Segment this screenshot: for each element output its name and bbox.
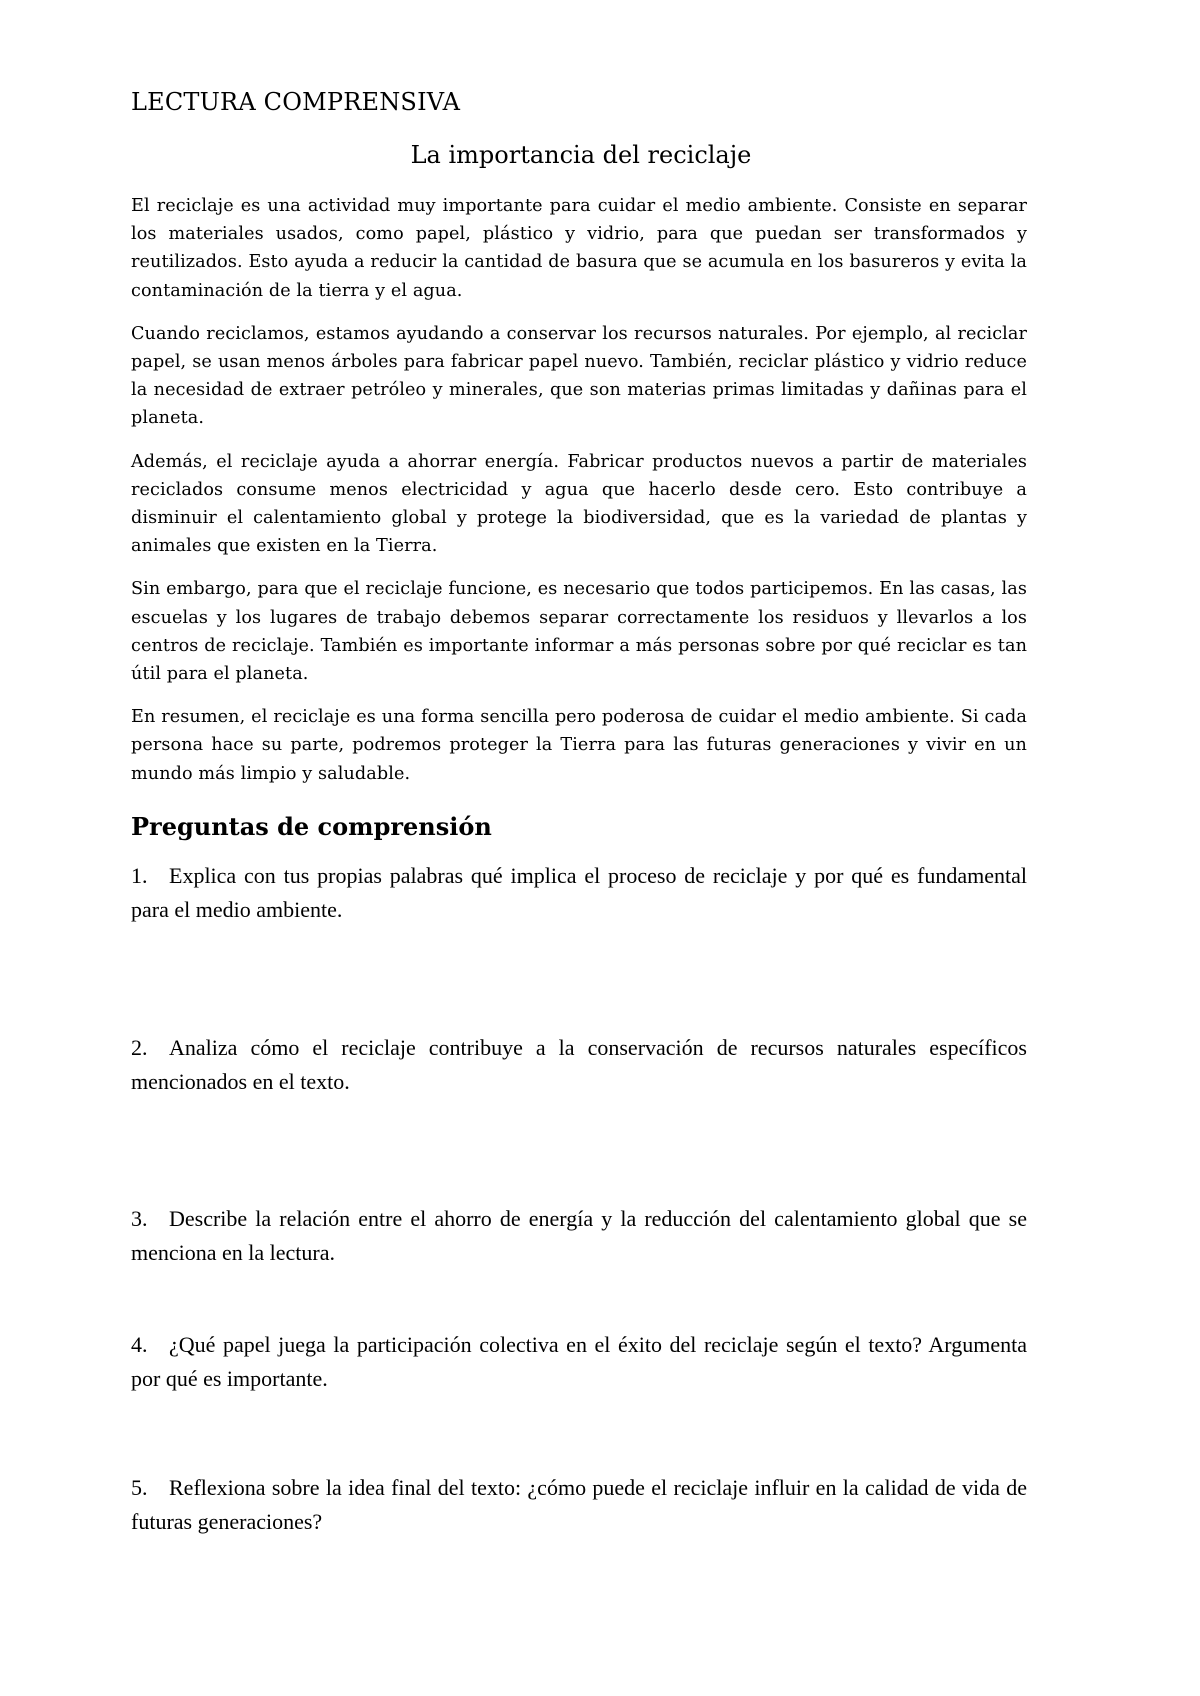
question-item bbox=[131, 1031, 1027, 1099]
question-text: Describe la relación entre el ahorro de energía y la reducción del calentamiento global que se menciona en la lectura. bbox=[131, 1206, 1027, 1265]
reading-paragraph: Además, el reciclaje ayuda a ahorrar energía. Fabricar productos nuevos a partir de materiales reciclados consume menos electricidad y agua que hacerlo desde cero. Esto contribuye a disminuir el calentamiento global y protege la biodiversidad, que es la variedad de plantas y animales que existen en la Tierra. bbox=[131, 451, 1027, 557]
document-title: La importancia del reciclaje bbox=[410, 141, 752, 169]
question-number: 3. bbox=[131, 1206, 148, 1231]
question-item bbox=[131, 1202, 1027, 1270]
question-text: Analiza cómo el reciclaje contribuye a la conservación de recursos naturales específicos mencionados en el texto. bbox=[131, 1035, 1027, 1094]
question-item bbox=[131, 859, 1027, 927]
question-text: ¿Qué papel juega la participación colectiva en el éxito del reciclaje según el texto? Argumenta por qué es importante. bbox=[131, 1332, 1027, 1391]
questions-heading: Preguntas de comprensión bbox=[131, 812, 492, 841]
question-number: 2. bbox=[131, 1035, 148, 1060]
question-number: 5. bbox=[131, 1475, 148, 1500]
document-label: LECTURA COMPRENSIVA bbox=[131, 88, 461, 116]
reading-paragraph: Sin embargo, para que el reciclaje funcione, es necesario que todos participemos. En las casas, las escuelas y los lugares de trabajo debemos separar correctamente los residuos y llevarlos a los centros de reciclaje. También es importante informar a más personas sobre por qué reciclar es tan útil para el planeta. bbox=[131, 579, 1027, 685]
question-number: 1. bbox=[131, 863, 148, 888]
question-item bbox=[131, 1328, 1027, 1396]
question-text: Reflexiona sobre la idea final del texto: ¿cómo puede el reciclaje influir en la calidad de vida de futuras generaciones? bbox=[131, 1475, 1027, 1534]
reading-paragraph: Cuando reciclamos, estamos ayudando a conservar los recursos naturales. Por ejemplo, al reciclar papel, se usan menos árboles para fabricar papel nuevo. También, reciclar plástico y vidrio reduce la necesidad de extraer petróleo y minerales, que son materias primas limitadas y dañinas para el planeta. bbox=[131, 323, 1027, 429]
reading-paragraph: En resumen, el reciclaje es una forma sencilla pero poderosa de cuidar el medio ambiente. Si cada persona hace su parte, podremos proteger la Tierra para las futuras generaciones y vivir en un mundo más limpio y saludable. bbox=[131, 707, 1027, 784]
question-item bbox=[131, 1471, 1027, 1539]
reading-paragraph: El reciclaje es una actividad muy importante para cuidar el medio ambiente. Consiste en separar los materiales usados, como papel, plástico y vidrio, para que puedan ser transformados y reutilizados. Esto ayuda a reducir la cantidad de basura que se acumula en los basureros y evita la contaminación de la tierra y el agua. bbox=[131, 196, 1027, 301]
reading-text bbox=[131, 192, 1027, 803]
question-text: Explica con tus propias palabras qué implica el proceso de reciclaje y por qué es fundamental para el medio ambiente. bbox=[131, 863, 1027, 922]
question-number: 4. bbox=[131, 1332, 148, 1357]
